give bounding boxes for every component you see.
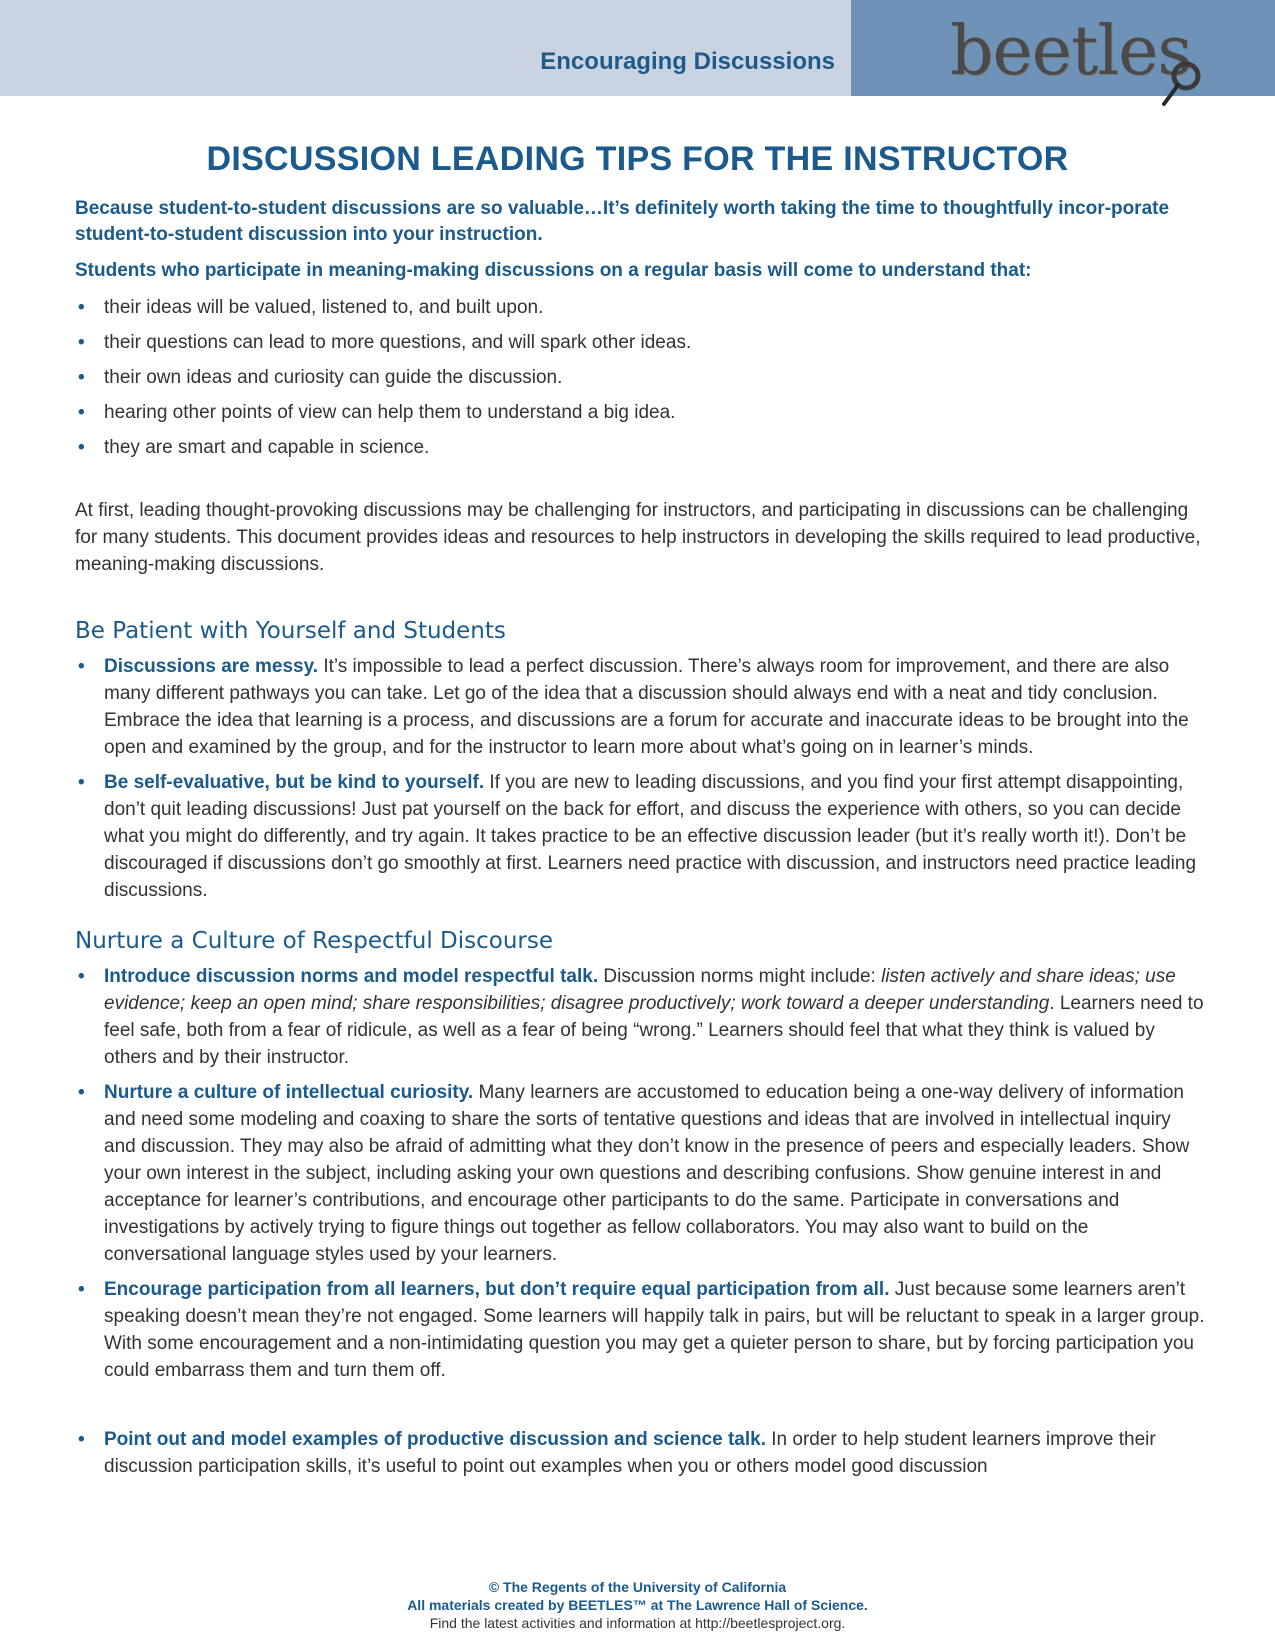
bullet-icon: • <box>78 332 85 353</box>
list-item: • Be self-evaluative, but be kind to yourself. If you are new to leading discussions, and you find your first attempt disappointing, don’t quit leading discussions! Just pat yourself on the back for effort, and discuss the experience with others, so you can decide what you might do differently, and try again. It takes practice to be an effective discussion leader (but it’s really worth it!). Don’t be discouraged if discussions don’t go smoothly at first. Learners need practice with discussion, and instructors need practice leading discussions. <box>75 769 1205 904</box>
document-body <box>75 196 1205 1488</box>
beetles-logo: beetles <box>950 12 1192 91</box>
bullet-icon: • <box>78 297 85 318</box>
culture-list <box>75 963 1205 1480</box>
copyright-line: © The Regents of the University of California <box>488 1579 787 1595</box>
list-item: • Discussions are messy. It’s impossible to lead a perfect discussion. There’s always room for improvement, and there are also many different pathways you can take. Let go of the idea that a discussion should always end with a neat and tidy conclusion. Embrace the idea that learning is a process, and discussions are a forum for accurate and inaccurate ideas to be brought into the open and examined by the group, and for the instructor to learn more about what’s going on in learner’s minds. <box>75 653 1205 761</box>
bullet-icon: • <box>78 1279 85 1300</box>
bullet-icon: • <box>78 437 85 458</box>
magnifying-glass-icon <box>1160 56 1220 116</box>
bullet-icon: • <box>78 966 85 987</box>
list-item: • Introduce discussion norms and model respectful talk. Discussion norms might include: listen actively and share ideas; use evidence; keep an open mind; share responsibilities; disagree productively; work toward a deeper understanding. Learners need to feel safe, both from a fear of ridicule, as well as a fear of being “wrong.” Learners should feel that what they think is valued by others and by their instructor. <box>75 963 1205 1071</box>
list-item: • Nurture a culture of intellectual curiosity. Many learners are accustomed to education being a one-way delivery of information and need some modeling and coaxing to share the sorts of tentative questions and ideas that are involved in intellectual inquiry and discussion. They may also be afraid of admitting what they don’t know in the presence of peers and especially leaders. Show your own interest in the subject, including asking your own questions and describing confusions. Show genuine interest in and acceptance for learner’s contributions, and encourage other participants to do the same. Participate in conversations and investigations by actively trying to figure things out together as fellow collaborators. You may also want to build on the conversational language styles used by your learners. <box>75 1079 1205 1268</box>
section-heading-patience: Be Patient with Yourself and Students <box>75 618 506 644</box>
bullet-icon: • <box>78 772 85 793</box>
list-item: • hearing other points of view can help them to understand a big idea. <box>75 399 1205 426</box>
credits-line: All materials created by BEETLES™ at The Lawrence Hall of Science. <box>407 1597 868 1613</box>
list-item: • their ideas will be valued, listened to, and built upon. <box>75 294 1205 321</box>
footer <box>0 1578 1275 1632</box>
page-title: DISCUSSION LEADING TIPS FOR THE INSTRUCTOR <box>206 140 1069 178</box>
header-title: Encouraging Discussions <box>540 48 835 75</box>
understanding-list <box>75 294 1205 461</box>
bullet-icon: • <box>78 656 85 677</box>
section-heading-culture: Nurture a Culture of Respectful Discourse <box>75 928 554 954</box>
list-item: • they are smart and capable in science. <box>75 434 1205 461</box>
intro-statement: Because student-to-student discussions are so valuable…It’s definitely worth taking the time to thoughtfully incor-porate student-to-student discussion into your instruction. <box>75 198 1170 245</box>
patience-list <box>75 653 1205 904</box>
intro-lead-in: Students who participate in meaning-making discussions on a regular basis will come to understand that: <box>75 260 1032 281</box>
bullet-icon: • <box>78 367 85 388</box>
intro-paragraph: At first, leading thought-provoking discussions may be challenging for instructors, and participating in discussions can be challenging for many students. This document provides ideas and resources to help instructors in developing the skills required to lead productive, meaning-making discussions. <box>75 500 1201 575</box>
bullet-icon: • <box>78 1082 85 1103</box>
bullet-icon: • <box>78 1429 85 1450</box>
list-item: • their questions can lead to more questions, and will spark other ideas. <box>75 329 1205 356</box>
list-item: • Encourage participation from all learners, but don’t require equal participation from all. Just because some learners aren’t speaking doesn’t mean they’re not engaged. Some learners will happily talk in pairs, but will be reluctant to speak in a larger group. With some encouragement and a non-intimidating question you may get a quieter person to share, but by forcing participation you could embarrass them and turn them off. <box>75 1276 1205 1384</box>
list-item: • their own ideas and curiosity can guide the discussion. <box>75 364 1205 391</box>
website-line: Find the latest activities and information at http://beetlesproject.org. <box>429 1615 846 1631</box>
list-item: • Point out and model examples of productive discussion and science talk. In order to help student learners improve their discussion participation skills, it’s useful to point out examples when you or others model good discussion <box>75 1426 1205 1480</box>
bullet-icon: • <box>78 402 85 423</box>
